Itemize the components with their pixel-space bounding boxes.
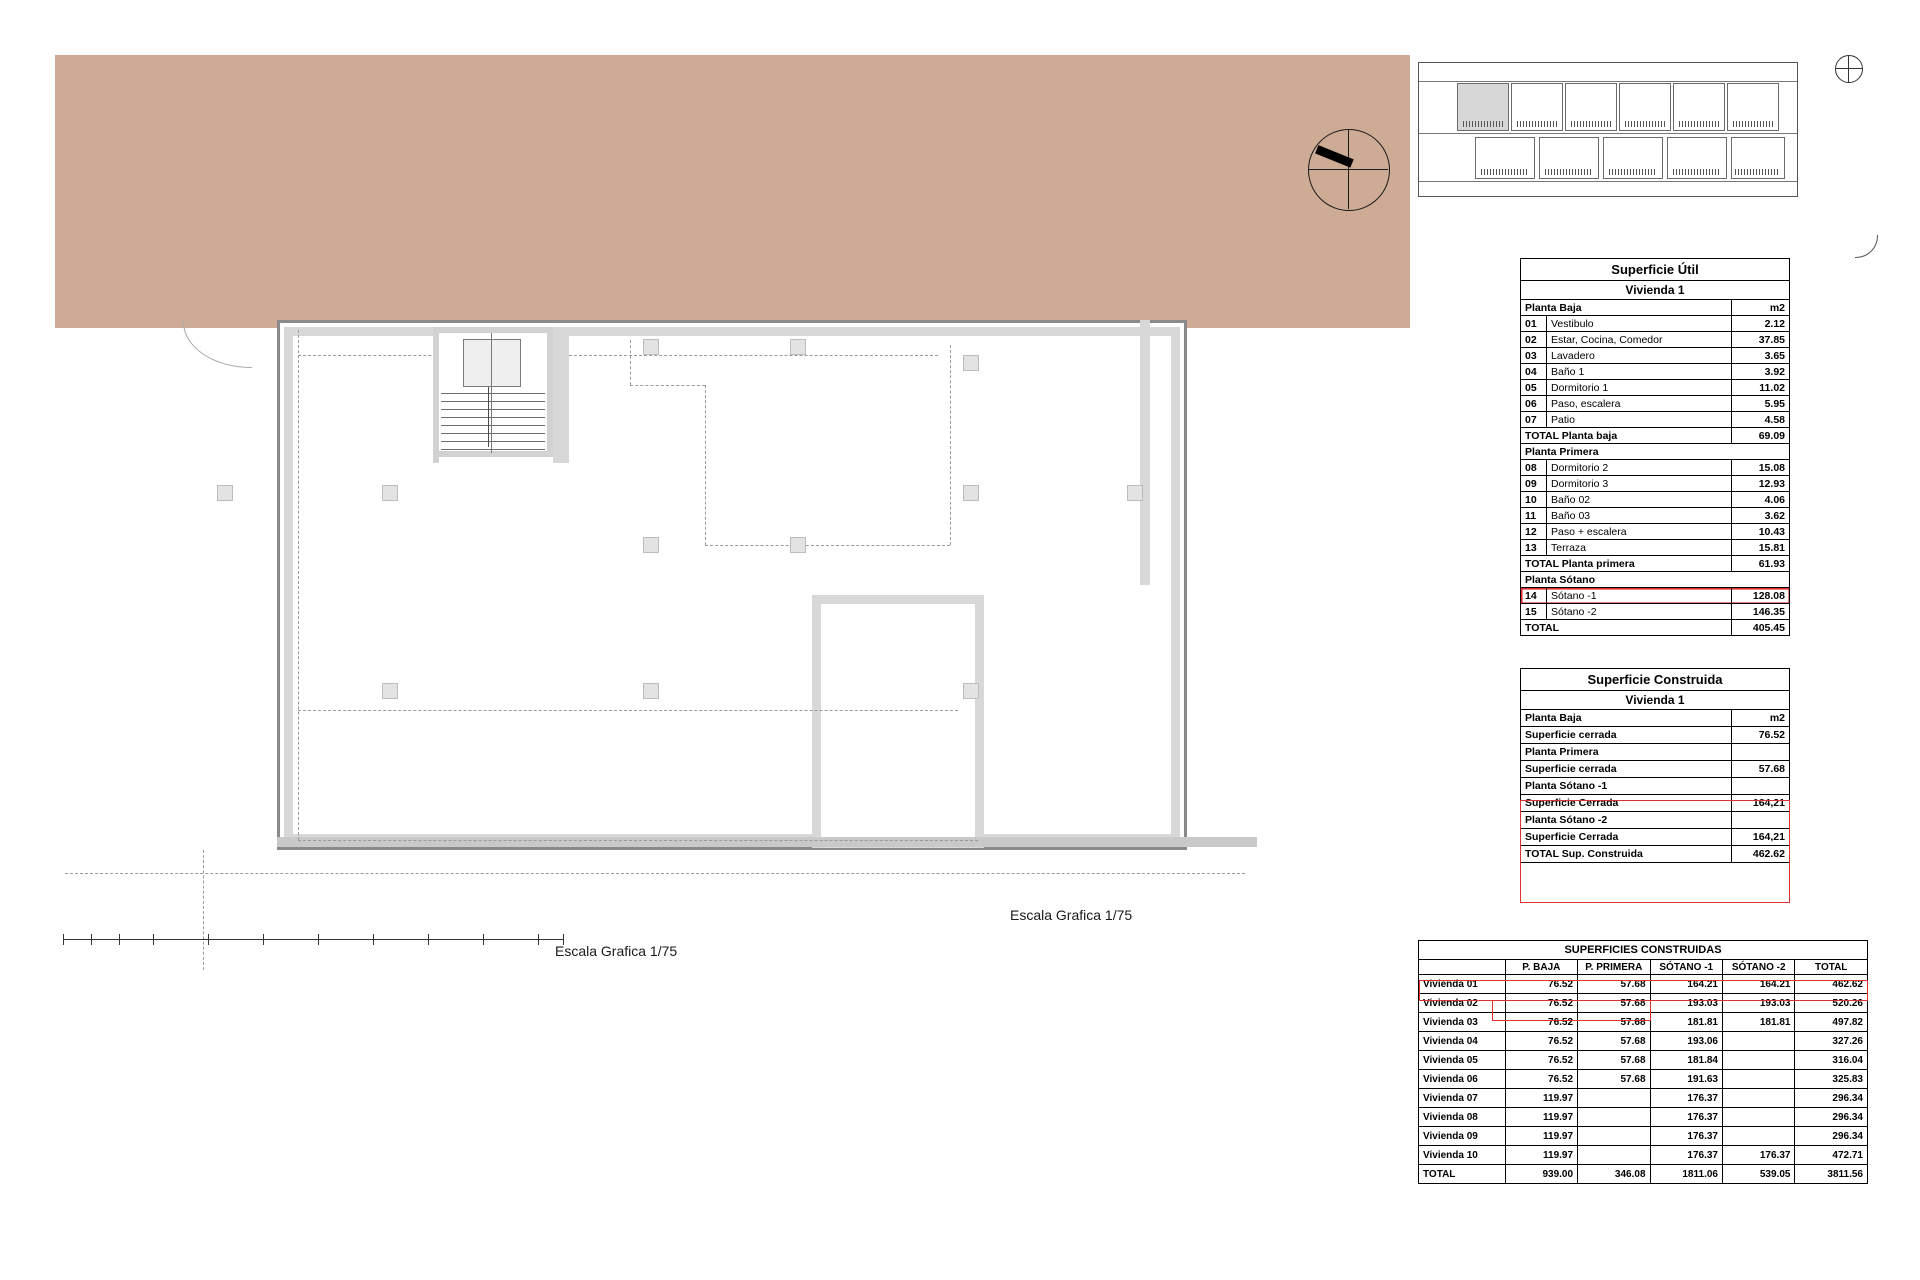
row-label: Dormitorio 2	[1547, 460, 1732, 476]
scale-label-bottom: Escala Grafica 1/75	[555, 943, 678, 959]
table-row: Vivienda 08 119.97 176.37 296.34	[1419, 1108, 1868, 1127]
column	[963, 485, 979, 501]
table-row: Vivienda 09 119.97 176.37 296.34	[1419, 1127, 1868, 1146]
table-row: Vivienda 07 119.97 176.37 296.34	[1419, 1089, 1868, 1108]
table-row	[1521, 508, 1790, 524]
table-total-row	[1521, 620, 1790, 636]
table-row	[1521, 710, 1790, 727]
row-code: 10	[1521, 492, 1547, 508]
row-value: 15.81	[1732, 540, 1790, 556]
table-row	[1521, 795, 1790, 812]
row-label: Superficie Cerrada	[1521, 795, 1732, 812]
row-label: Superficie cerrada	[1521, 727, 1732, 744]
summary-title: SUPERFICIES CONSTRUIDAS	[1419, 941, 1868, 960]
row-code: 12	[1521, 524, 1547, 540]
col-header: P. PRIMERA	[1578, 960, 1650, 975]
row-value: 76.52	[1732, 727, 1790, 744]
table-row	[1521, 332, 1790, 348]
table-row	[1521, 524, 1790, 540]
row-value: 15.08	[1732, 460, 1790, 476]
column	[643, 537, 659, 553]
row-label: Dormitorio 1	[1547, 380, 1732, 396]
row-code: 15	[1521, 604, 1547, 620]
total-label: TOTAL	[1521, 620, 1732, 636]
table-row: Vivienda 06 76.52 57.68 191.63 325.83	[1419, 1070, 1868, 1089]
row-value: 37.85	[1732, 332, 1790, 348]
row-value: 128.08	[1732, 588, 1790, 604]
table-row: Vivienda 10 119.97 176.37 176.37 472.71	[1419, 1146, 1868, 1165]
table-total-row	[1521, 846, 1790, 863]
wall-segment-bottom	[277, 837, 1257, 847]
row-value: 164,21	[1732, 829, 1790, 846]
dashed-guide	[630, 385, 705, 386]
dashed-guide	[298, 710, 958, 711]
table-row-highlighted	[1521, 588, 1790, 604]
row-value: 3.62	[1732, 508, 1790, 524]
total-value: 405.45	[1732, 620, 1790, 636]
table-row	[1521, 492, 1790, 508]
superficie-util-title: Superficie Útil	[1521, 259, 1790, 281]
table-row	[1521, 412, 1790, 428]
row-code: 08	[1521, 460, 1547, 476]
dashed-guide	[203, 850, 204, 970]
column	[1127, 485, 1143, 501]
door-swing-arc	[183, 321, 252, 368]
dashed-guide	[630, 340, 631, 385]
total-value: 462.62	[1732, 846, 1790, 863]
row-value: 3.92	[1732, 364, 1790, 380]
table-row	[1521, 744, 1790, 761]
row-code: 13	[1521, 540, 1547, 556]
dashed-guide	[298, 840, 978, 841]
section-header: Planta Baja	[1521, 300, 1732, 316]
table-row: Vivienda 01 76.52 57.68 164.21 164.21 462.62	[1419, 975, 1868, 994]
floor-plan	[55, 55, 1410, 1140]
row-code: 14	[1521, 588, 1547, 604]
unit-header: m2	[1732, 300, 1790, 316]
row-label: Terraza	[1547, 540, 1732, 556]
row-value	[1732, 744, 1790, 761]
table-row: Vivienda 04 76.52 57.68 193.06 327.26	[1419, 1032, 1868, 1051]
table-row	[1521, 348, 1790, 364]
row-code: 02	[1521, 332, 1547, 348]
row-label: Lavadero	[1547, 348, 1732, 364]
table-row: Vivienda 05 76.52 57.68 181.84 316.04	[1419, 1051, 1868, 1070]
row-label: Sótano -2	[1547, 604, 1732, 620]
row-code: 06	[1521, 396, 1547, 412]
total-value: 61.93	[1732, 556, 1790, 572]
table-row: Vivienda 03 76.52 57.68 181.81 181.81 497.82	[1419, 1013, 1868, 1032]
dashed-guide	[950, 345, 951, 545]
row-value: 4.58	[1732, 412, 1790, 428]
column	[963, 355, 979, 371]
superficie-util-subtitle: Vivienda 1	[1521, 281, 1790, 300]
total-value: 69.09	[1732, 428, 1790, 444]
row-label: Superficie Cerrada	[1521, 829, 1732, 846]
dashed-guide	[705, 545, 950, 546]
site-corner-mark	[1855, 235, 1878, 258]
row-code: 04	[1521, 364, 1547, 380]
superficies-construidas-table	[1418, 940, 1868, 1184]
total-label: TOTAL Planta primera	[1521, 556, 1732, 572]
row-label: Patio	[1547, 412, 1732, 428]
table-row	[1521, 476, 1790, 492]
table-row: Vivienda 02 76.52 57.68 193.03 193.03 520.26	[1419, 994, 1868, 1013]
row-label: Paso + escalera	[1547, 524, 1732, 540]
column	[963, 683, 979, 699]
row-value: 3.65	[1732, 348, 1790, 364]
north-compass-icon	[1308, 129, 1390, 211]
table-row	[1521, 380, 1790, 396]
row-label: Baño 02	[1547, 492, 1732, 508]
dashed-guide	[705, 385, 706, 545]
row-value: 146.35	[1732, 604, 1790, 620]
column	[382, 485, 398, 501]
total-label: TOTAL Sup. Construida	[1521, 846, 1732, 863]
wall-segment-right	[1140, 320, 1150, 585]
dashed-guide	[298, 330, 299, 840]
row-label: Paso, escalera	[1547, 396, 1732, 412]
superficie-construida-table	[1520, 668, 1790, 863]
table-total-row	[1521, 556, 1790, 572]
row-code: 05	[1521, 380, 1547, 396]
table-total-row: TOTAL 939.00 346.08 1811.06 539.05 3811.56	[1419, 1165, 1868, 1184]
table-row	[1521, 829, 1790, 846]
col-header: SÓTANO -1	[1650, 960, 1722, 975]
row-label: Estar, Cocina, Comedor	[1547, 332, 1732, 348]
row-code: 09	[1521, 476, 1547, 492]
table-row	[1521, 604, 1790, 620]
row-value: m2	[1732, 710, 1790, 727]
table-row	[1521, 812, 1790, 829]
column	[643, 683, 659, 699]
row-value: 12.93	[1732, 476, 1790, 492]
site-north-icon	[1835, 55, 1863, 83]
row-value: 2.12	[1732, 316, 1790, 332]
row-value: 11.02	[1732, 380, 1790, 396]
superficie-construida-subtitle: Vivienda 1	[1521, 691, 1790, 710]
col-header: TOTAL	[1795, 960, 1868, 975]
superficie-util-table	[1520, 258, 1790, 636]
dashed-guide	[298, 355, 938, 356]
column	[790, 537, 806, 553]
row-code: 07	[1521, 412, 1547, 428]
table-total-row	[1521, 428, 1790, 444]
dashed-guide	[65, 873, 1245, 874]
terrain-area	[55, 55, 1410, 328]
row-value	[1732, 778, 1790, 795]
table-row	[1521, 761, 1790, 778]
col-header	[1419, 960, 1506, 975]
table-row	[1521, 778, 1790, 795]
row-label: Planta Baja	[1521, 710, 1732, 727]
stair-wall-block	[553, 327, 569, 463]
column	[382, 683, 398, 699]
scale-label-right: Escala Grafica 1/75	[1010, 907, 1133, 923]
row-label: Dormitorio 3	[1547, 476, 1732, 492]
row-label: Baño 1	[1547, 364, 1732, 380]
row-label: Superficie cerrada	[1521, 761, 1732, 778]
row-code: 01	[1521, 316, 1547, 332]
row-label: Planta Primera	[1521, 744, 1732, 761]
staircase	[433, 327, 553, 457]
table-row	[1521, 540, 1790, 556]
row-value	[1732, 812, 1790, 829]
graphic-scale-bar	[63, 930, 563, 948]
superficie-construida-title: Superficie Construida	[1521, 669, 1790, 691]
col-header: SÓTANO -2	[1722, 960, 1794, 975]
row-label: Sótano -1	[1547, 588, 1732, 604]
table-row	[1521, 316, 1790, 332]
row-value: 164,21	[1732, 795, 1790, 812]
table-row	[1521, 727, 1790, 744]
section-header: Planta Primera	[1521, 444, 1790, 460]
column	[643, 339, 659, 355]
table-row	[1521, 396, 1790, 412]
section-header: Planta Sótano	[1521, 572, 1790, 588]
column	[217, 485, 233, 501]
building-walls	[284, 327, 1180, 843]
row-value: 57.68	[1732, 761, 1790, 778]
column	[790, 339, 806, 355]
row-label: Planta Sótano -2	[1521, 812, 1732, 829]
table-row	[1521, 364, 1790, 380]
table-header-row	[1419, 960, 1868, 975]
row-label: Planta Sótano -1	[1521, 778, 1732, 795]
site-plan-thumbnail	[1418, 62, 1798, 197]
col-header: P. BAJA	[1505, 960, 1577, 975]
row-label: Vestibulo	[1547, 316, 1732, 332]
row-value: 10.43	[1732, 524, 1790, 540]
table-row	[1521, 460, 1790, 476]
interior-room	[812, 595, 984, 848]
row-label: Baño 03	[1547, 508, 1732, 524]
row-value: 4.06	[1732, 492, 1790, 508]
row-code: 11	[1521, 508, 1547, 524]
total-label: TOTAL Planta baja	[1521, 428, 1732, 444]
row-code: 03	[1521, 348, 1547, 364]
row-value: 5.95	[1732, 396, 1790, 412]
